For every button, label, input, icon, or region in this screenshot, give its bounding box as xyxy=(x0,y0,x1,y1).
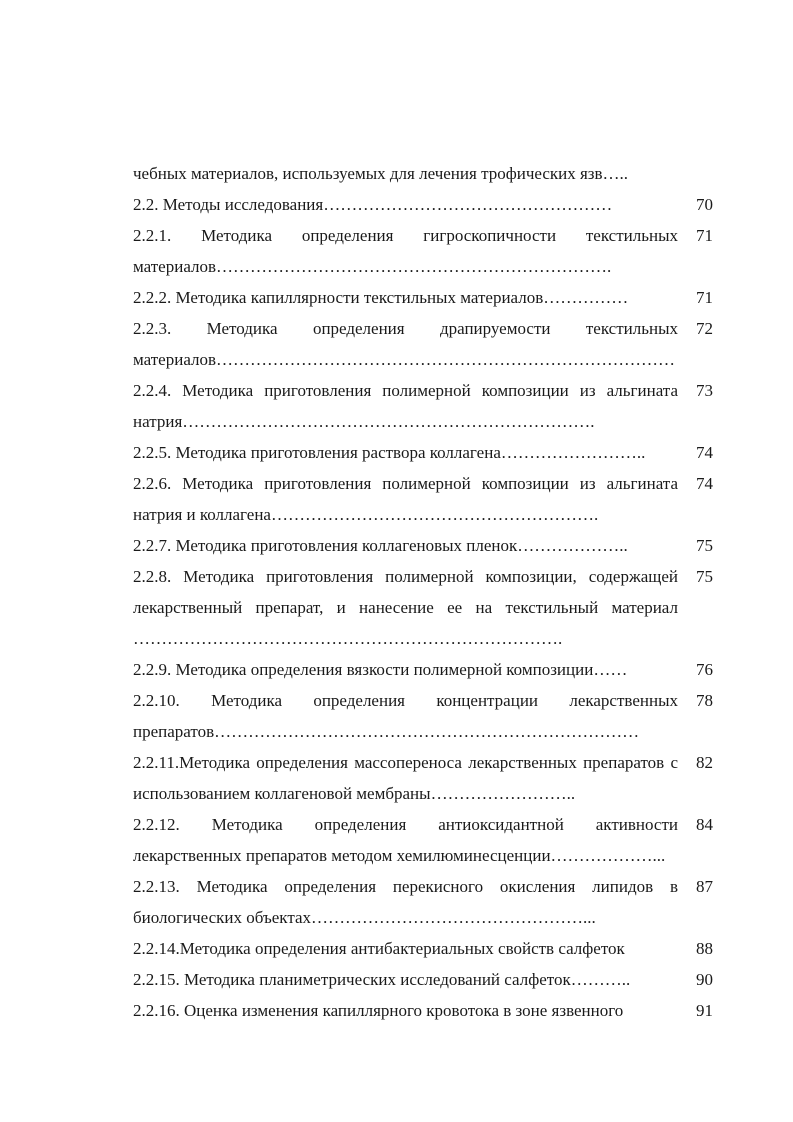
toc-entry xyxy=(133,530,713,561)
toc-entry-title: 2.2.11.Методика определения массопереноса лекарственных препаратов с использованием коллагеновой мембраны…………………….. xyxy=(133,753,678,803)
toc-entry-page: 90 xyxy=(696,970,713,989)
toc-entry xyxy=(133,282,713,313)
toc-entry-title: 2.2.3. Методика определения драпируемости текстильных материалов……………………………………………………………………… xyxy=(133,319,678,369)
toc-entry-page: 87 xyxy=(696,877,713,896)
toc-entry-title: 2.2.9. Методика определения вязкости полимерной композиции…… xyxy=(133,660,628,679)
toc-entry xyxy=(133,468,713,530)
toc-entry-title: 2.2.10. Методика определения концентрации лекарственных препаратов………………………………………………………………… xyxy=(133,691,678,741)
toc-entry-title: 2.2.16. Оценка изменения капиллярного кровотока в зоне язвенного xyxy=(133,1001,624,1020)
toc-entry-page: 75 xyxy=(696,567,713,586)
toc-entry xyxy=(133,375,713,437)
toc-entry-title: 2.2.14.Методика определения антибактериальных свойств салфеток xyxy=(133,939,625,958)
toc-entry-title: 2.2.13. Методика определения перекисного окисления липидов в биологических объектах…………………………………………... xyxy=(133,877,678,927)
toc-entry-page: 72 xyxy=(696,319,713,338)
toc-entry-page: 91 xyxy=(696,1001,713,1020)
table-of-contents xyxy=(133,158,713,1026)
toc-entry-title: 2.2.2. Методика капиллярности текстильных материалов…………… xyxy=(133,288,629,307)
toc-entry-title: 2.2.7. Методика приготовления коллагеновых пленок……………….. xyxy=(133,536,628,555)
toc-entry xyxy=(133,933,713,964)
toc-entry xyxy=(133,189,713,220)
toc-entry xyxy=(133,220,713,282)
toc-entry xyxy=(133,437,713,468)
toc-entry xyxy=(133,995,713,1026)
toc-entry-page: 88 xyxy=(696,939,713,958)
toc-entry-title: 2.2.4. Методика приготовления полимерной композиции из альгината натрия………………………………………………………………. xyxy=(133,381,678,431)
toc-entry xyxy=(133,685,713,747)
toc-entry xyxy=(133,158,713,189)
toc-entry-page: 71 xyxy=(696,288,713,307)
toc-entry-page: 82 xyxy=(696,753,713,772)
toc-entry-title: 2.2.5. Методика приготовления раствора коллагена…………………….. xyxy=(133,443,646,462)
toc-entry-page: 74 xyxy=(696,474,713,493)
toc-entry xyxy=(133,747,713,809)
toc-entry-title: 2.2. Методы исследования…………………………………………… xyxy=(133,195,613,214)
toc-entry xyxy=(133,964,713,995)
toc-entry-page: 78 xyxy=(696,691,713,710)
toc-entry-page: 74 xyxy=(696,443,713,462)
toc-entry-title: 2.2.12. Методика определения антиоксидантной активности лекарственных препаратов методом хемилюминесценции………………... xyxy=(133,815,678,865)
toc-entry xyxy=(133,313,713,375)
toc-entry-page: 76 xyxy=(696,660,713,679)
toc-entry-title: 2.2.1. Методика определения гигроскопичности текстильных материалов……………………………………………………………. xyxy=(133,226,678,276)
toc-entry xyxy=(133,871,713,933)
toc-entry-title: 2.2.15. Методика планиметрических исследований салфеток……….. xyxy=(133,970,631,989)
toc-entry-page: 84 xyxy=(696,815,713,834)
toc-entry xyxy=(133,654,713,685)
toc-entry xyxy=(133,561,713,654)
toc-entry-page: 75 xyxy=(696,536,713,555)
toc-entry-title: 2.2.8. Методика приготовления полимерной композиции, содержащей лекарственный препарат, и нанесение ее на текстильный материал …………………………………………………………………. xyxy=(133,567,678,648)
toc-entry xyxy=(133,809,713,871)
toc-entry-page: 73 xyxy=(696,381,713,400)
toc-entry-page: 71 xyxy=(696,226,713,245)
toc-entry-page: 70 xyxy=(696,195,713,214)
toc-entry-title: чебных материалов, используемых для лечения трофических язв….. xyxy=(133,164,629,183)
toc-entry-title: 2.2.6. Методика приготовления полимерной композиции из альгината натрия и коллагена…………………………………………………. xyxy=(133,474,678,524)
